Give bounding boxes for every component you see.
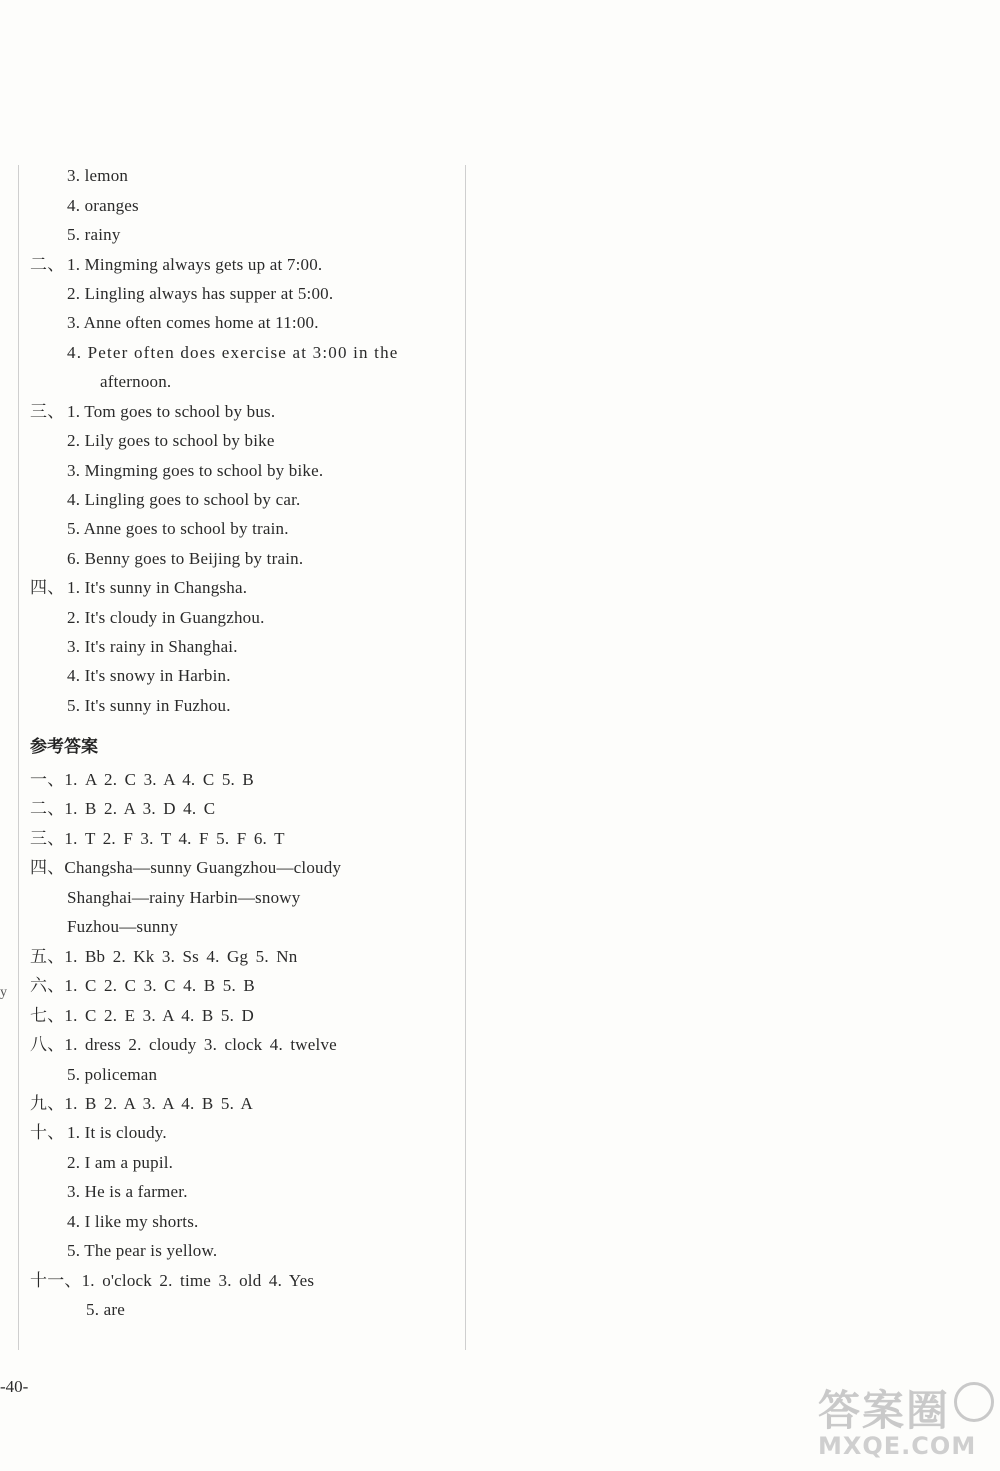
prev-b-item: 2. Lingling always has supper at 5:00.: [67, 284, 334, 303]
prev-c-item: 1. Tom goes to school by bus.: [67, 402, 276, 421]
answer-q1: 一、1. A 2. C 3. A 4. C 5. B: [30, 770, 254, 789]
section-marker-2: 二、: [30, 255, 65, 274]
section-marker-3: 三、: [30, 402, 65, 421]
section-marker-10: 十、: [30, 1123, 65, 1142]
answer-key-heading: 参考答案: [30, 737, 98, 757]
page-number: -40-: [0, 1377, 29, 1396]
watermark-text: 答案圈: [818, 1386, 951, 1435]
prev-a-item: 5. rainy: [67, 225, 121, 244]
column-divider: [465, 165, 466, 1350]
prev-a-item: 3. lemon: [67, 166, 129, 185]
answer-q10: 2. I am a pupil.: [67, 1153, 174, 1172]
answer-q4: Fuzhou—sunny: [67, 917, 179, 936]
answer-q10: 4. I like my shorts.: [67, 1212, 199, 1231]
answer-q7: 七、1. C 2. E 3. A 4. B 5. D: [30, 1006, 254, 1025]
section-marker-4: 四、: [30, 578, 65, 597]
answer-q9: 九、1. B 2. A 3. A 4. B 5. A: [30, 1094, 254, 1113]
answer-q10: 5. The pear is yellow.: [67, 1241, 218, 1260]
prev-d-item: 5. It's sunny in Fuzhou.: [67, 696, 231, 715]
prev-c-item: 4. Lingling goes to school by car.: [67, 490, 301, 509]
prev-c-item: 6. Benny goes to Beijing by train.: [67, 549, 304, 568]
watermark-url: MXQE.COM: [818, 1432, 977, 1460]
prev-b-item: 1. Mingming always gets up at 7:00.: [67, 255, 323, 274]
answer-q6: 六、1. C 2. C 3. C 4. B 5. B: [30, 976, 255, 995]
answer-q10: 1. It is cloudy.: [67, 1123, 167, 1142]
answer-q8: 5. policeman: [67, 1065, 158, 1084]
prev-c-item: 3. Mingming goes to school by bike.: [67, 461, 324, 480]
prev-a-item: 4. oranges: [67, 196, 139, 215]
prev-b-item: 3. Anne often comes home at 11:00.: [67, 313, 319, 332]
prev-d-item: 1. It's sunny in Changsha.: [67, 578, 248, 597]
prev-d-item: 4. It's snowy in Harbin.: [67, 666, 231, 685]
answer-q4: 四、Changsha—sunny Guangzhou—cloudy: [30, 858, 342, 877]
answer-q4: Shanghai—rainy Harbin—snowy: [67, 888, 301, 907]
answer-q8: 八、1. dress 2. cloudy 3. clock 4. twelve: [30, 1035, 337, 1054]
answer-q3: 三、1. T 2. F 3. T 4. F 5. F 6. T: [30, 829, 285, 848]
left-margin-rule: [18, 165, 19, 1350]
answer-q10: 3. He is a farmer.: [67, 1182, 188, 1201]
answer-q11: 十一、1. o'clock 2. time 3. old 4. Yes: [30, 1271, 315, 1290]
watermark-logo: [818, 1378, 994, 1468]
prev-c-item: 5. Anne goes to school by train.: [67, 519, 289, 538]
prev-c-item: 2. Lily goes to school by bike: [67, 431, 275, 450]
prev-b-item: 4. Peter often does exercise at 3:00 in the: [67, 343, 399, 362]
watermark-badge-icon: [954, 1382, 994, 1422]
prev-d-item: 3. It's rainy in Shanghai.: [67, 637, 238, 656]
prev-b-item: afternoon.: [100, 372, 172, 391]
prev-d-item: 2. It's cloudy in Guangzhou.: [67, 608, 265, 627]
stray-mark: y: [0, 985, 7, 1000]
answer-q5: 五、1. Bb 2. Kk 3. Ss 4. Gg 5. Nn: [30, 947, 298, 966]
answer-q2: 二、1. B 2. A 3. D 4. C: [30, 799, 216, 818]
answer-q11: 5. are: [86, 1300, 125, 1319]
